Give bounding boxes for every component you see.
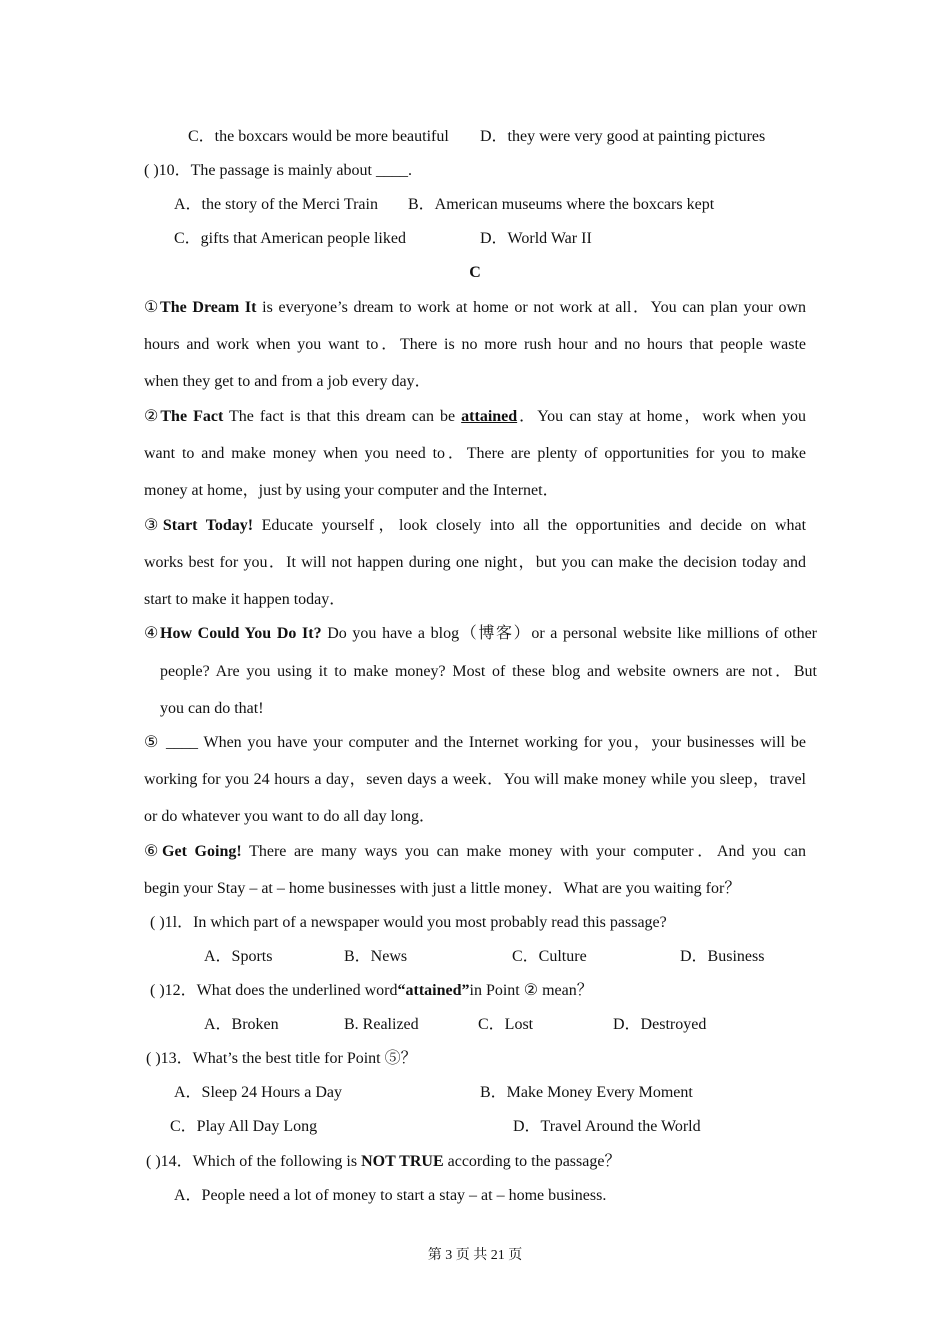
p1-line-3: when they get to and from a job every day． <box>144 373 431 390</box>
q13-stem: ( )13．What’s the best title for Point ⑤？ <box>146 1050 417 1067</box>
p2-text-1a: The fact is that this dream can be <box>223 408 462 425</box>
p2-text-1b: ．You can stay at home，work when you <box>517 408 806 425</box>
q12-option-b: B. Realized <box>344 1016 419 1033</box>
q10-option-d: D．World War II <box>480 230 592 247</box>
page-footer: 第 3 页 共 21 页 <box>427 1248 523 1263</box>
p5-line-2: working for you 24 hours a day，seven days a week．You will make money while you sleep，travel <box>144 771 806 788</box>
p1-line-1 <box>144 298 806 318</box>
q11-option-a: A．Sports <box>204 948 273 965</box>
p5-line-1: ⑤ ____ When you have your computer and the Internet working for you，your businesses will be <box>144 734 806 751</box>
p5-line-3: or do whatever you want to do all day long． <box>144 808 436 825</box>
q14-stem-b: according to the passage？ <box>443 1153 621 1170</box>
q11-option-d: D．Business <box>680 948 765 965</box>
q9-option-d: D．they were very good at painting pictures <box>480 128 766 145</box>
underlined-word-attained: attained <box>461 408 518 425</box>
p2-number: ② <box>144 408 161 425</box>
p2-line-1 <box>144 407 806 427</box>
q14-stem-bold: NOT TRUE <box>361 1153 444 1170</box>
p4-line-2: people? Are you using it to make money? Most of these blog and website owners are not．But <box>160 663 817 680</box>
p4-line-1 <box>144 624 817 644</box>
q12-stem <box>150 981 593 1001</box>
p2-line-3: money at home，just by using your computer and the Internet． <box>144 482 559 499</box>
q11-option-c: C．Culture <box>512 948 587 965</box>
q9-option-c: C．the boxcars would be more beautiful <box>188 128 449 145</box>
q11-stem: ( )1l．In which part of a newspaper would you most probably read this passage? <box>150 914 667 931</box>
q12-stem-a: ( )12．What does the underlined word <box>150 982 398 999</box>
p6-line-1 <box>144 842 806 862</box>
p6-text-1: There are many ways you can make money with your computer．And you can <box>241 843 806 860</box>
q13-option-b: B．Make Money Every Moment <box>480 1084 693 1101</box>
q12-option-c: C．Lost <box>478 1016 534 1033</box>
q12-stem-word: “attained” <box>397 982 470 999</box>
q13-option-c: C．Play All Day Long <box>170 1118 318 1135</box>
p3-number: ③ <box>144 517 163 534</box>
p1-line-2: hours and work when you want to．There is no more rush hour and no hours that people waste <box>144 336 806 353</box>
q12-stem-b: in Point ② mean？ <box>469 982 593 999</box>
p2-line-2: want to and make money when you need to．There are plenty of opportunities for you to make <box>144 445 806 462</box>
p2-heading: The Fact <box>160 408 224 425</box>
q14-stem <box>146 1152 620 1172</box>
q10-option-a: A．the story of the Merci Train <box>174 196 378 213</box>
section-title: C <box>469 264 481 281</box>
q14-stem-a: ( )14．Which of the following is <box>146 1153 362 1170</box>
p3-text-1: Educate yourself，look closely into all the opportunities and decide on what <box>253 517 807 534</box>
p1-number: ① <box>144 299 161 316</box>
p6-line-2: begin your Stay – at – home businesses with just a little money．What are you waiting for？ <box>144 880 741 897</box>
q13-option-a: A．Sleep 24 Hours a Day <box>174 1084 342 1101</box>
p6-number: ⑥ <box>144 843 163 860</box>
q10-option-c: C．gifts that American people liked <box>174 230 406 247</box>
p3-line-2: works best for you．It will not happen during one night，but you can make the decision today and <box>144 554 806 571</box>
q13-option-d: D．Travel Around the World <box>513 1118 701 1135</box>
p3-line-3: start to make it happen today． <box>144 591 346 608</box>
p4-heading: How Could You Do It? <box>160 625 322 642</box>
p3-heading: Start Today! <box>162 517 254 534</box>
q12-option-a: A．Broken <box>204 1016 279 1033</box>
q10-option-b: B．American museums where the boxcars kept <box>408 196 715 213</box>
q14-option-a: A．People need a lot of money to start a stay – at – home business. <box>174 1187 607 1204</box>
p4-text-1: Do you have a blog（博客）or a personal website like millions of other <box>321 625 818 642</box>
p3-line-1 <box>144 516 806 536</box>
p4-number: ④ <box>144 625 160 642</box>
q12-option-d: D．Destroyed <box>613 1016 707 1033</box>
q11-option-b: B．News <box>344 948 408 965</box>
p4-line-3: you can do that! <box>160 700 264 717</box>
q10-stem: ( )10．The passage is mainly about ____. <box>144 162 412 179</box>
p1-heading: The Dream It <box>160 299 257 316</box>
p1-text-1: is everyone’s dream to work at home or not work at all．You can plan your own <box>256 299 807 316</box>
p6-heading: Get Going! <box>162 843 242 860</box>
